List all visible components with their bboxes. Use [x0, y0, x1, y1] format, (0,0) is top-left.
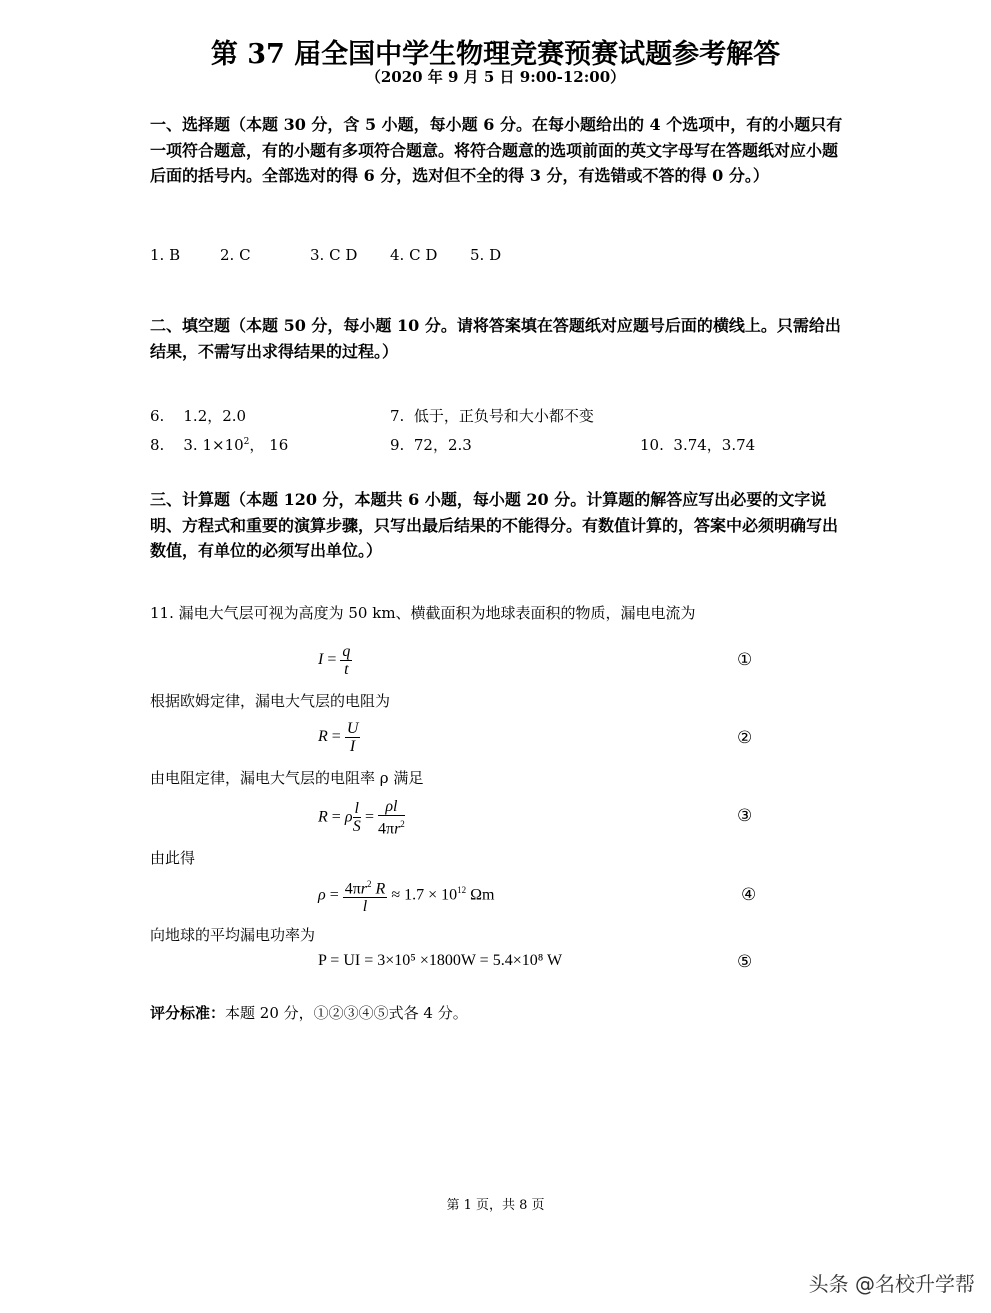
answer-7: 7. 低于，正负号和大小都不变: [390, 407, 594, 425]
answer-2: 2. C: [220, 246, 251, 264]
q11-line2: 根据欧姆定律，漏电大气层的电阻为: [150, 692, 391, 710]
answer-6: 6. 1.2，2.0: [150, 407, 247, 425]
answer-9: 9. 72，2.3: [390, 436, 472, 454]
answer-8: 8. 3. $1\times 10^2$， 16: [150, 436, 289, 454]
equation-marker-2: ②: [737, 728, 753, 748]
page-footer: 第 1 页，共 8 页: [446, 1198, 545, 1213]
answer-4: 4. C D: [390, 246, 438, 264]
exam-date: （2020 年 9 月 5 日 9:00-12:00）: [365, 68, 626, 86]
equation-4: ρ = $\frac{4\pi r^2 R}{l}$ ≈ $1.7 \times 10^{12}$ Ωm: [318, 876, 494, 915]
section2-header: 二、填空题（本题 50 分，每小题 10 分。请将答案填在答题纸对应题号后面的横线上。只需给出结果，不需写出求得结果的过程。）: [150, 316, 841, 361]
watermark: 头条 @名校升学帮: [808, 1272, 975, 1296]
equation-marker-4: ④: [741, 885, 757, 905]
equation-marker-5: ⑤: [737, 952, 753, 972]
section1-header: 一、选择题（本题 30 分，含 5 小题，每小题 6 分。在每小题给出的 4 个选项中，有的小题只有一项符合题意，有的小题有多项符合题意。将符合题意的选项前面的英文字母写在答题纸对应小题后面的括号内。全部选对的得 6 分，选对但不全的得 3 分，有选错或不答的得 0 分。）: [150, 115, 843, 185]
section3-header: 三、计算题（本题 120 分，本题共 6 小题，每小题 20 分。计算题的解答应写出必要的文字说明、方程式和重要的演算步骤，只写出最后结果的不能得分。有数值计算的，答案中必须明确写出数值，有单位的必须写出单位。）: [150, 490, 839, 560]
equation-marker-3: ③: [737, 806, 753, 826]
equation-3: R = ρ $\frac{l}{S}$ = $\frac{\rho l}{4\pi r^2}$: [318, 798, 405, 838]
answer-3: 3. C D: [310, 246, 358, 264]
q11-line5: 向地球的平均漏电功率为: [150, 926, 316, 944]
answer-1: 1. B: [150, 246, 181, 264]
q11-intro: 11. 漏电大气层可视为高度为 50 km、横截面积为地球表面积的物质，漏电电流为: [150, 604, 696, 622]
equation-2: R = $\frac{U}{I}$: [318, 720, 359, 755]
q11-line4: 由此得: [150, 849, 196, 867]
equation-1: I = $\frac{q}{t}$: [318, 643, 351, 678]
scoring-criteria: 评分标准：本题 20 分，①②③④⑤式各 4 分。: [150, 1004, 468, 1022]
answer-10: 10. 3.74，3.74: [640, 436, 756, 454]
page-title: 第 37 届全国中学生物理竞赛预赛试题参考解答: [210, 39, 781, 70]
equation-5: P = UI = 3×10⁵ ×1800W = 5.4×10⁸ W: [318, 952, 563, 969]
equation-marker-1: ①: [737, 650, 753, 670]
answer-5: 5. D: [470, 246, 502, 264]
q11-line3: 由电阻定律，漏电大气层的电阻率 ρ 满足: [150, 769, 424, 787]
